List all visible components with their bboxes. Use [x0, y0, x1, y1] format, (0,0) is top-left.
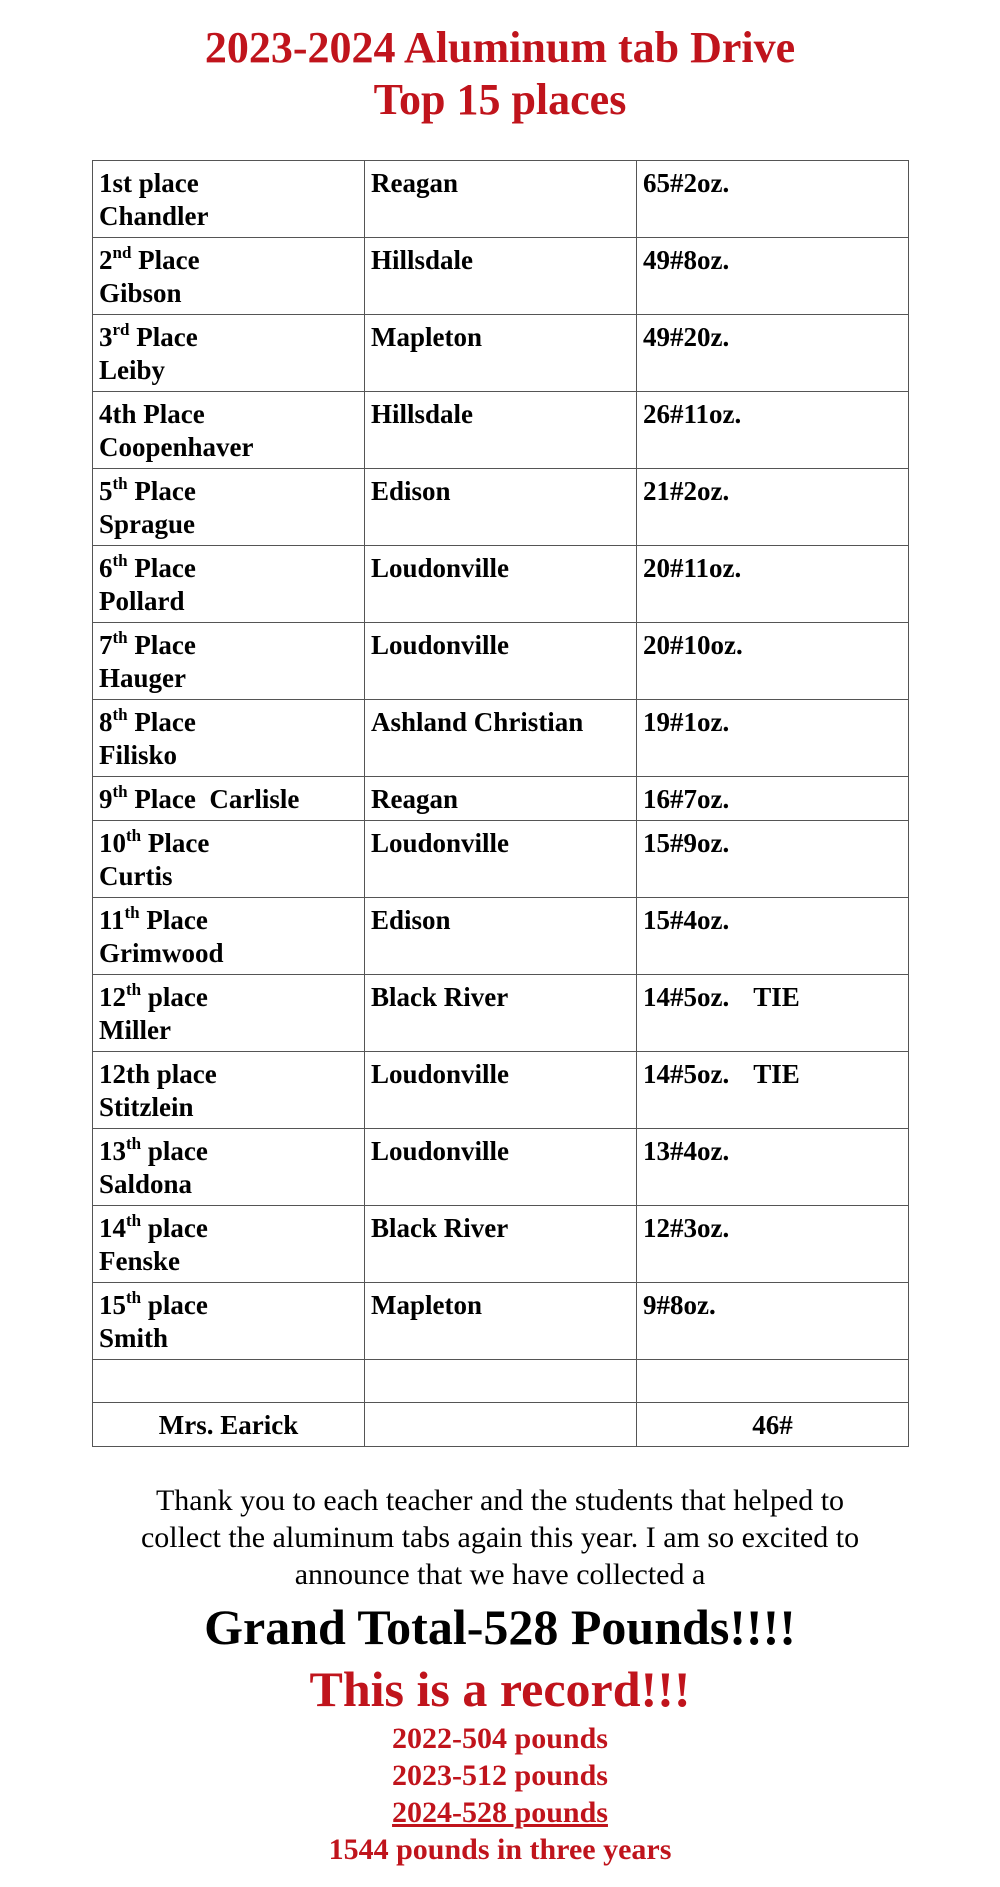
- empty-cell: [637, 1360, 909, 1403]
- amount-value: 65#2oz.: [643, 168, 730, 198]
- place-cell: [93, 975, 365, 1052]
- amount-cell: [637, 777, 909, 821]
- teacher-name: Gibson: [99, 278, 182, 308]
- table-row: [93, 1052, 909, 1129]
- year-total-2022: 2022-504 pounds: [392, 1722, 608, 1755]
- school-cell: Reagan: [365, 161, 637, 238]
- table-row: [93, 700, 909, 777]
- place-label: [99, 981, 358, 1014]
- place-ordinal-suffix: rd: [112, 320, 130, 339]
- place-cell: [93, 469, 365, 546]
- place-ordinal-suffix: th: [126, 980, 142, 999]
- table-row-total: [93, 1403, 909, 1447]
- place-cell: [93, 777, 365, 821]
- table-row: [93, 392, 909, 469]
- amount-value: 13#4oz.: [643, 1136, 730, 1166]
- place-label: [99, 629, 358, 662]
- place-label: [99, 706, 358, 739]
- place-cell: [93, 1129, 365, 1206]
- amount-value: 20#11oz.: [643, 553, 742, 583]
- place-ordinal-suffix: th: [112, 628, 128, 647]
- amount-cell: [637, 975, 909, 1052]
- amount-value: 26#11oz.: [643, 399, 742, 429]
- yearly-totals: [0, 1720, 1000, 1868]
- school-cell: Edison: [365, 469, 637, 546]
- place-ordinal-suffix: th: [112, 551, 128, 570]
- thank-you-line: Thank you to each teacher and the students that helped to: [155, 1484, 845, 1517]
- table-row: [93, 1283, 909, 1360]
- amount-value: 49#8oz.: [643, 245, 730, 275]
- place-word: Place: [127, 553, 196, 583]
- empty-cell: [365, 1360, 637, 1403]
- place-word: place: [150, 1059, 217, 1089]
- place-word: place: [141, 1136, 208, 1166]
- teacher-name: Fenske: [99, 1246, 180, 1276]
- year-total-2024: [0, 1794, 1000, 1831]
- place-number: 10: [99, 828, 126, 858]
- record-announcement: This is a record!!!: [309, 1661, 691, 1717]
- place-cell: [93, 1283, 365, 1360]
- place-ordinal-suffix: th: [112, 782, 128, 801]
- school-cell: Hillsdale: [365, 238, 637, 315]
- place-number: 4th: [99, 399, 137, 429]
- school-cell: Loudonville: [365, 623, 637, 700]
- place-cell: [93, 392, 365, 469]
- place-word: place: [141, 1213, 208, 1243]
- place-ordinal-suffix: th: [126, 826, 142, 845]
- place-cell: [93, 821, 365, 898]
- amount-value: 12#3oz.: [643, 1213, 730, 1243]
- table-row-blank: [93, 1360, 909, 1403]
- page-subtitle: Top 15 places: [373, 75, 627, 124]
- place-number: 12th: [99, 1059, 151, 1089]
- teacher-name: Miller: [99, 1015, 171, 1045]
- place-number: 12: [99, 982, 126, 1012]
- place-number: 2: [99, 245, 113, 275]
- place-number: 7: [99, 630, 113, 660]
- place-word: Place: [129, 322, 198, 352]
- school-cell: Loudonville: [365, 1129, 637, 1206]
- amount-value: 21#2oz.: [643, 476, 730, 506]
- amount-cell: [637, 238, 909, 315]
- amount-value: 14#5oz.: [643, 982, 730, 1012]
- amount-value: 15#4oz.: [643, 905, 730, 935]
- table-row: [93, 623, 909, 700]
- teacher-name: Pollard: [99, 586, 185, 616]
- empty-cell: [93, 1360, 365, 1403]
- place-ordinal-suffix: th: [126, 1288, 142, 1307]
- place-number: 5: [99, 476, 113, 506]
- thank-you-line: collect the aluminum tabs again this year. I am so excited to: [140, 1521, 860, 1554]
- amount-cell: [637, 392, 909, 469]
- place-cell: [93, 161, 365, 238]
- table-row: [93, 777, 909, 821]
- place-number: 14: [99, 1213, 126, 1243]
- teacher-name: Leiby: [99, 355, 166, 385]
- table-row: [93, 821, 909, 898]
- place-number: 15: [99, 1290, 126, 1320]
- place-word: place: [141, 1290, 208, 1320]
- place-number: 3: [99, 322, 113, 352]
- amount-cell: [637, 161, 909, 238]
- place-ordinal-suffix: th: [126, 1134, 142, 1153]
- teacher-name: Curtis: [99, 861, 173, 891]
- school-cell: Mapleton: [365, 315, 637, 392]
- table-row: [93, 546, 909, 623]
- teacher-name: Grimwood: [99, 938, 224, 968]
- school-cell: Edison: [365, 898, 637, 975]
- place-label: [99, 552, 358, 585]
- total-amount: 46#: [637, 1403, 909, 1447]
- place-number: 13: [99, 1136, 126, 1166]
- table-row: [93, 898, 909, 975]
- place-word: Place: [139, 905, 208, 935]
- grand-total: Grand Total-528 Pounds!!!!: [204, 1599, 796, 1655]
- page-title: 2023-2024 Aluminum tab Drive: [204, 23, 796, 72]
- place-label: [99, 321, 358, 354]
- place-label: [99, 1058, 358, 1091]
- place-word: Place: [127, 630, 196, 660]
- amount-cell: [637, 821, 909, 898]
- place-word: Place Carlisle: [127, 784, 300, 814]
- place-cell: [93, 1052, 365, 1129]
- table-row: [93, 1206, 909, 1283]
- tie-badge: TIE: [753, 982, 800, 1012]
- school-cell: Ashland Christian: [365, 700, 637, 777]
- place-cell: [93, 898, 365, 975]
- teacher-name: Chandler: [99, 201, 209, 231]
- amount-cell: [637, 315, 909, 392]
- teacher-name: Filisko: [99, 740, 178, 770]
- amount-cell: [637, 898, 909, 975]
- place-label: [99, 783, 358, 816]
- school-cell: Mapleton: [365, 1283, 637, 1360]
- amount-value: 49#20z.: [643, 322, 730, 352]
- place-ordinal-suffix: th: [112, 474, 128, 493]
- place-ordinal-suffix: th: [124, 903, 140, 922]
- amount-value: 9#8oz.: [643, 1290, 716, 1320]
- place-number: 6: [99, 553, 113, 583]
- amount-cell: [637, 700, 909, 777]
- teacher-name: Stitzlein: [99, 1092, 194, 1122]
- total-teacher-name: Mrs. Earick: [93, 1403, 365, 1447]
- place-cell: [93, 238, 365, 315]
- thank-you-message: [60, 1482, 940, 1593]
- amount-value: 15#9oz.: [643, 828, 730, 858]
- place-cell: [93, 623, 365, 700]
- place-ordinal-suffix: th: [126, 1211, 142, 1230]
- place-label: [99, 1135, 358, 1168]
- place-number: 11: [99, 905, 125, 935]
- tie-badge: TIE: [753, 1059, 800, 1089]
- school-cell: Loudonville: [365, 546, 637, 623]
- place-word: Place: [127, 707, 196, 737]
- table-row: [93, 238, 909, 315]
- place-label: [99, 167, 358, 200]
- place-word: place: [141, 982, 208, 1012]
- amount-cell: [637, 546, 909, 623]
- amount-cell: [637, 1283, 909, 1360]
- amount-cell: [637, 1129, 909, 1206]
- amount-value: 14#5oz.: [643, 1059, 730, 1089]
- place-cell: [93, 546, 365, 623]
- place-word: Place: [141, 828, 210, 858]
- amount-value: 20#10oz.: [643, 630, 743, 660]
- place-label: [99, 1289, 358, 1322]
- three-year-total: 1544 pounds in three years: [328, 1833, 672, 1866]
- amount-cell: [637, 1052, 909, 1129]
- school-cell: Reagan: [365, 777, 637, 821]
- place-word: Place: [136, 399, 205, 429]
- place-word: place: [132, 168, 199, 198]
- place-ordinal-suffix: th: [112, 705, 128, 724]
- school-cell: Hillsdale: [365, 392, 637, 469]
- school-cell: Loudonville: [365, 821, 637, 898]
- teacher-name: Saldona: [99, 1169, 193, 1199]
- place-number: 8: [99, 707, 113, 737]
- table-row: [93, 975, 909, 1052]
- place-label: [99, 244, 358, 277]
- amount-cell: [637, 623, 909, 700]
- amount-cell: [637, 1206, 909, 1283]
- place-number: 1st: [99, 168, 132, 198]
- place-label: [99, 1212, 358, 1245]
- results-table: [92, 160, 909, 1447]
- table-row: [93, 315, 909, 392]
- amount-value: 16#7oz.: [643, 784, 730, 814]
- place-label: [99, 904, 358, 937]
- amount-value: 19#1oz.: [643, 707, 730, 737]
- school-cell: Black River: [365, 975, 637, 1052]
- place-word: Place: [131, 245, 200, 275]
- place-cell: [93, 315, 365, 392]
- teacher-name: Smith: [99, 1323, 169, 1353]
- school-cell: Loudonville: [365, 1052, 637, 1129]
- table-row: [93, 1129, 909, 1206]
- place-word: Place: [127, 476, 196, 506]
- table-row: [93, 161, 909, 238]
- teacher-name: Hauger: [99, 663, 186, 693]
- teacher-name: Sprague: [99, 509, 196, 539]
- total-school-cell: [365, 1403, 637, 1447]
- table-row: [93, 469, 909, 546]
- place-cell: [93, 700, 365, 777]
- place-label: [99, 827, 358, 860]
- place-cell: [93, 1206, 365, 1283]
- school-cell: Black River: [365, 1206, 637, 1283]
- year-total-2024-text: 2024-528 pounds: [392, 1796, 608, 1829]
- place-label: [99, 475, 358, 508]
- teacher-name: Coopenhaver: [99, 432, 254, 462]
- amount-cell: [637, 469, 909, 546]
- year-total-2023: 2023-512 pounds: [392, 1759, 608, 1792]
- place-label: [99, 398, 358, 431]
- place-ordinal-suffix: nd: [112, 243, 132, 262]
- results-table-body: [93, 161, 909, 1447]
- thank-you-line: announce that we have collected a: [294, 1558, 706, 1591]
- place-number: 9: [99, 784, 113, 814]
